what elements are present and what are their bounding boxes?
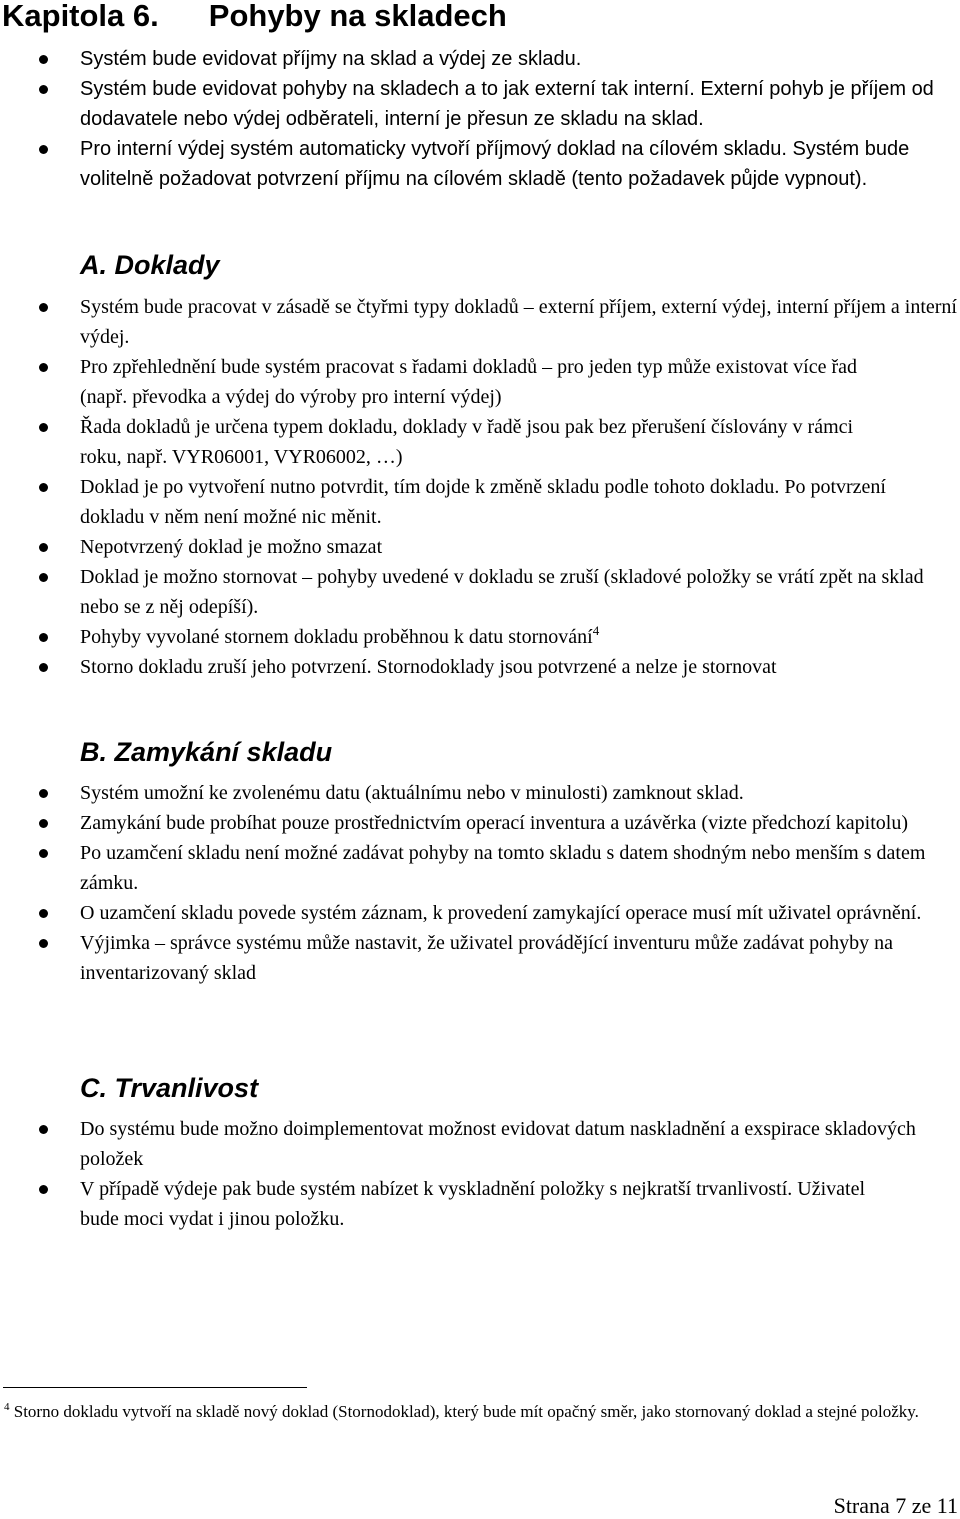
page-number: Strana 7 ze 11 (833, 1493, 958, 1518)
chapter-title (2, 0, 507, 34)
bullet-icon (39, 939, 48, 948)
list-item: Systém umožní ke zvolenému datu (aktuálnímu nebo v minulosti) zamknout sklad. (0, 778, 960, 808)
bullet-icon (39, 909, 48, 918)
footnote-reference: 4 (592, 623, 600, 638)
footnote-divider (3, 1387, 307, 1388)
list-item: Nepotvrzený doklad je možno smazat (0, 532, 960, 562)
footnote-number: 4 (4, 1401, 10, 1413)
footnote-text: Storno dokladu vytvoří na skladě nový doklad (Stornodoklad), který bude mít opačný směr, jako stornovaný doklad a stejné položky. (13, 1402, 919, 1421)
chapter-number: Kapitola 6. (2, 0, 159, 33)
list-item: Pohyby vyvolané stornem dokladu proběhnou k datu stornování$^4$ (0, 622, 960, 652)
bullet-icon (39, 789, 48, 798)
chapter-name: Pohyby na skladech (208, 0, 507, 33)
bullet-icon (39, 55, 48, 64)
section-heading-trvanlivost: C. Trvanlivost (80, 1073, 259, 1103)
list-item: Doklad je možno stornovat – pohyby uvedené v dokladu se zruší (skladové položky se vrátí zpět na sklad nebo se z něj odepíší). (0, 562, 960, 622)
footnote (4, 1399, 954, 1424)
bullet-icon (39, 363, 48, 372)
list-item: Systém bude pracovat v zásadě se čtyřmi typy dokladů – externí příjem, externí výdej, interní příjem a interní výdej. (0, 292, 960, 352)
list-item: Systém bude evidovat pohyby na skladech a to jak externí tak interní. Externí pohyb je příjem od dodavatele nebo výdej odběrateli, interní je přesun ze skladu na sklad. (0, 74, 960, 134)
list-item: O uzamčení skladu povede systém záznam, k provedení zamykající operace musí mít uživatel oprávnění. (0, 898, 960, 928)
bullet-icon (39, 1185, 48, 1194)
bullet-icon (39, 303, 48, 312)
intro-list (0, 44, 960, 194)
bullet-icon (39, 819, 48, 828)
bullet-icon (39, 423, 48, 432)
bullet-icon (39, 483, 48, 492)
list-item: Zamykání bude probíhat pouze prostřednictvím operací inventura a uzávěrka (vizte předchozí kapitolu) (0, 808, 960, 838)
list-item: Do systému bude možno doimplementovat možnost evidovat datum naskladnění a exspirace skladových položek (0, 1114, 960, 1174)
list-item: Doklad je po vytvoření nutno potvrdit, tím dojde k změně skladu podle tohoto dokladu. Po potvrzení dokladu v něm není možné nic měnit. (0, 472, 960, 532)
trvanlivost-list (0, 1114, 960, 1234)
list-item: V případě výdeje pak bude systém nabízet k vyskladnění položky s nejkratší trvanlivostí. Uživatel bude moci vydat i jinou položku. (0, 1174, 960, 1234)
bullet-icon (39, 663, 48, 672)
list-item: Výjimka – správce systému může nastavit, že uživatel provádějící inventuru může zadávat pohyby na inventarizovaný sklad (0, 928, 960, 988)
list-item: Storno dokladu zruší jeho potvrzení. Stornodoklady jsou potvrzené a nelze je stornovat (0, 652, 960, 682)
bullet-icon (39, 85, 48, 94)
bullet-icon (39, 633, 48, 642)
bullet-icon (39, 849, 48, 858)
list-item: Pro zpřehlednění bude systém pracovat s řadami dokladů – pro jeden typ může existovat více řad (např. převodka a výdej do výroby pro interní výdej) (0, 352, 960, 412)
bullet-icon (39, 543, 48, 552)
list-item: Po uzamčení skladu není možné zadávat pohyby na tomto skladu s datem shodným nebo menším s datem zámku. (0, 838, 960, 898)
list-item: Systém bude evidovat příjmy na sklad a výdej ze skladu. (0, 44, 960, 74)
list-item: Pro interní výdej systém automaticky vytvoří příjmový doklad na cílovém skladu. Systém bude volitelně požadovat potvrzení příjmu na cílovém skladě (tento požadavek půjde vypnout). (0, 134, 960, 194)
section-heading-zamykani: B. Zamykání skladu (80, 737, 333, 767)
bullet-icon (39, 573, 48, 582)
doklady-list (0, 292, 960, 682)
section-heading-doklady: A. Doklady (80, 250, 220, 280)
list-item: Řada dokladů je určena typem dokladu, doklady v řadě jsou pak bez přerušení číslovány v rámci roku, např. VYR06001, VYR06002, …) (0, 412, 960, 472)
zamykani-list (0, 778, 960, 988)
bullet-icon (39, 145, 48, 154)
bullet-icon (39, 1125, 48, 1134)
